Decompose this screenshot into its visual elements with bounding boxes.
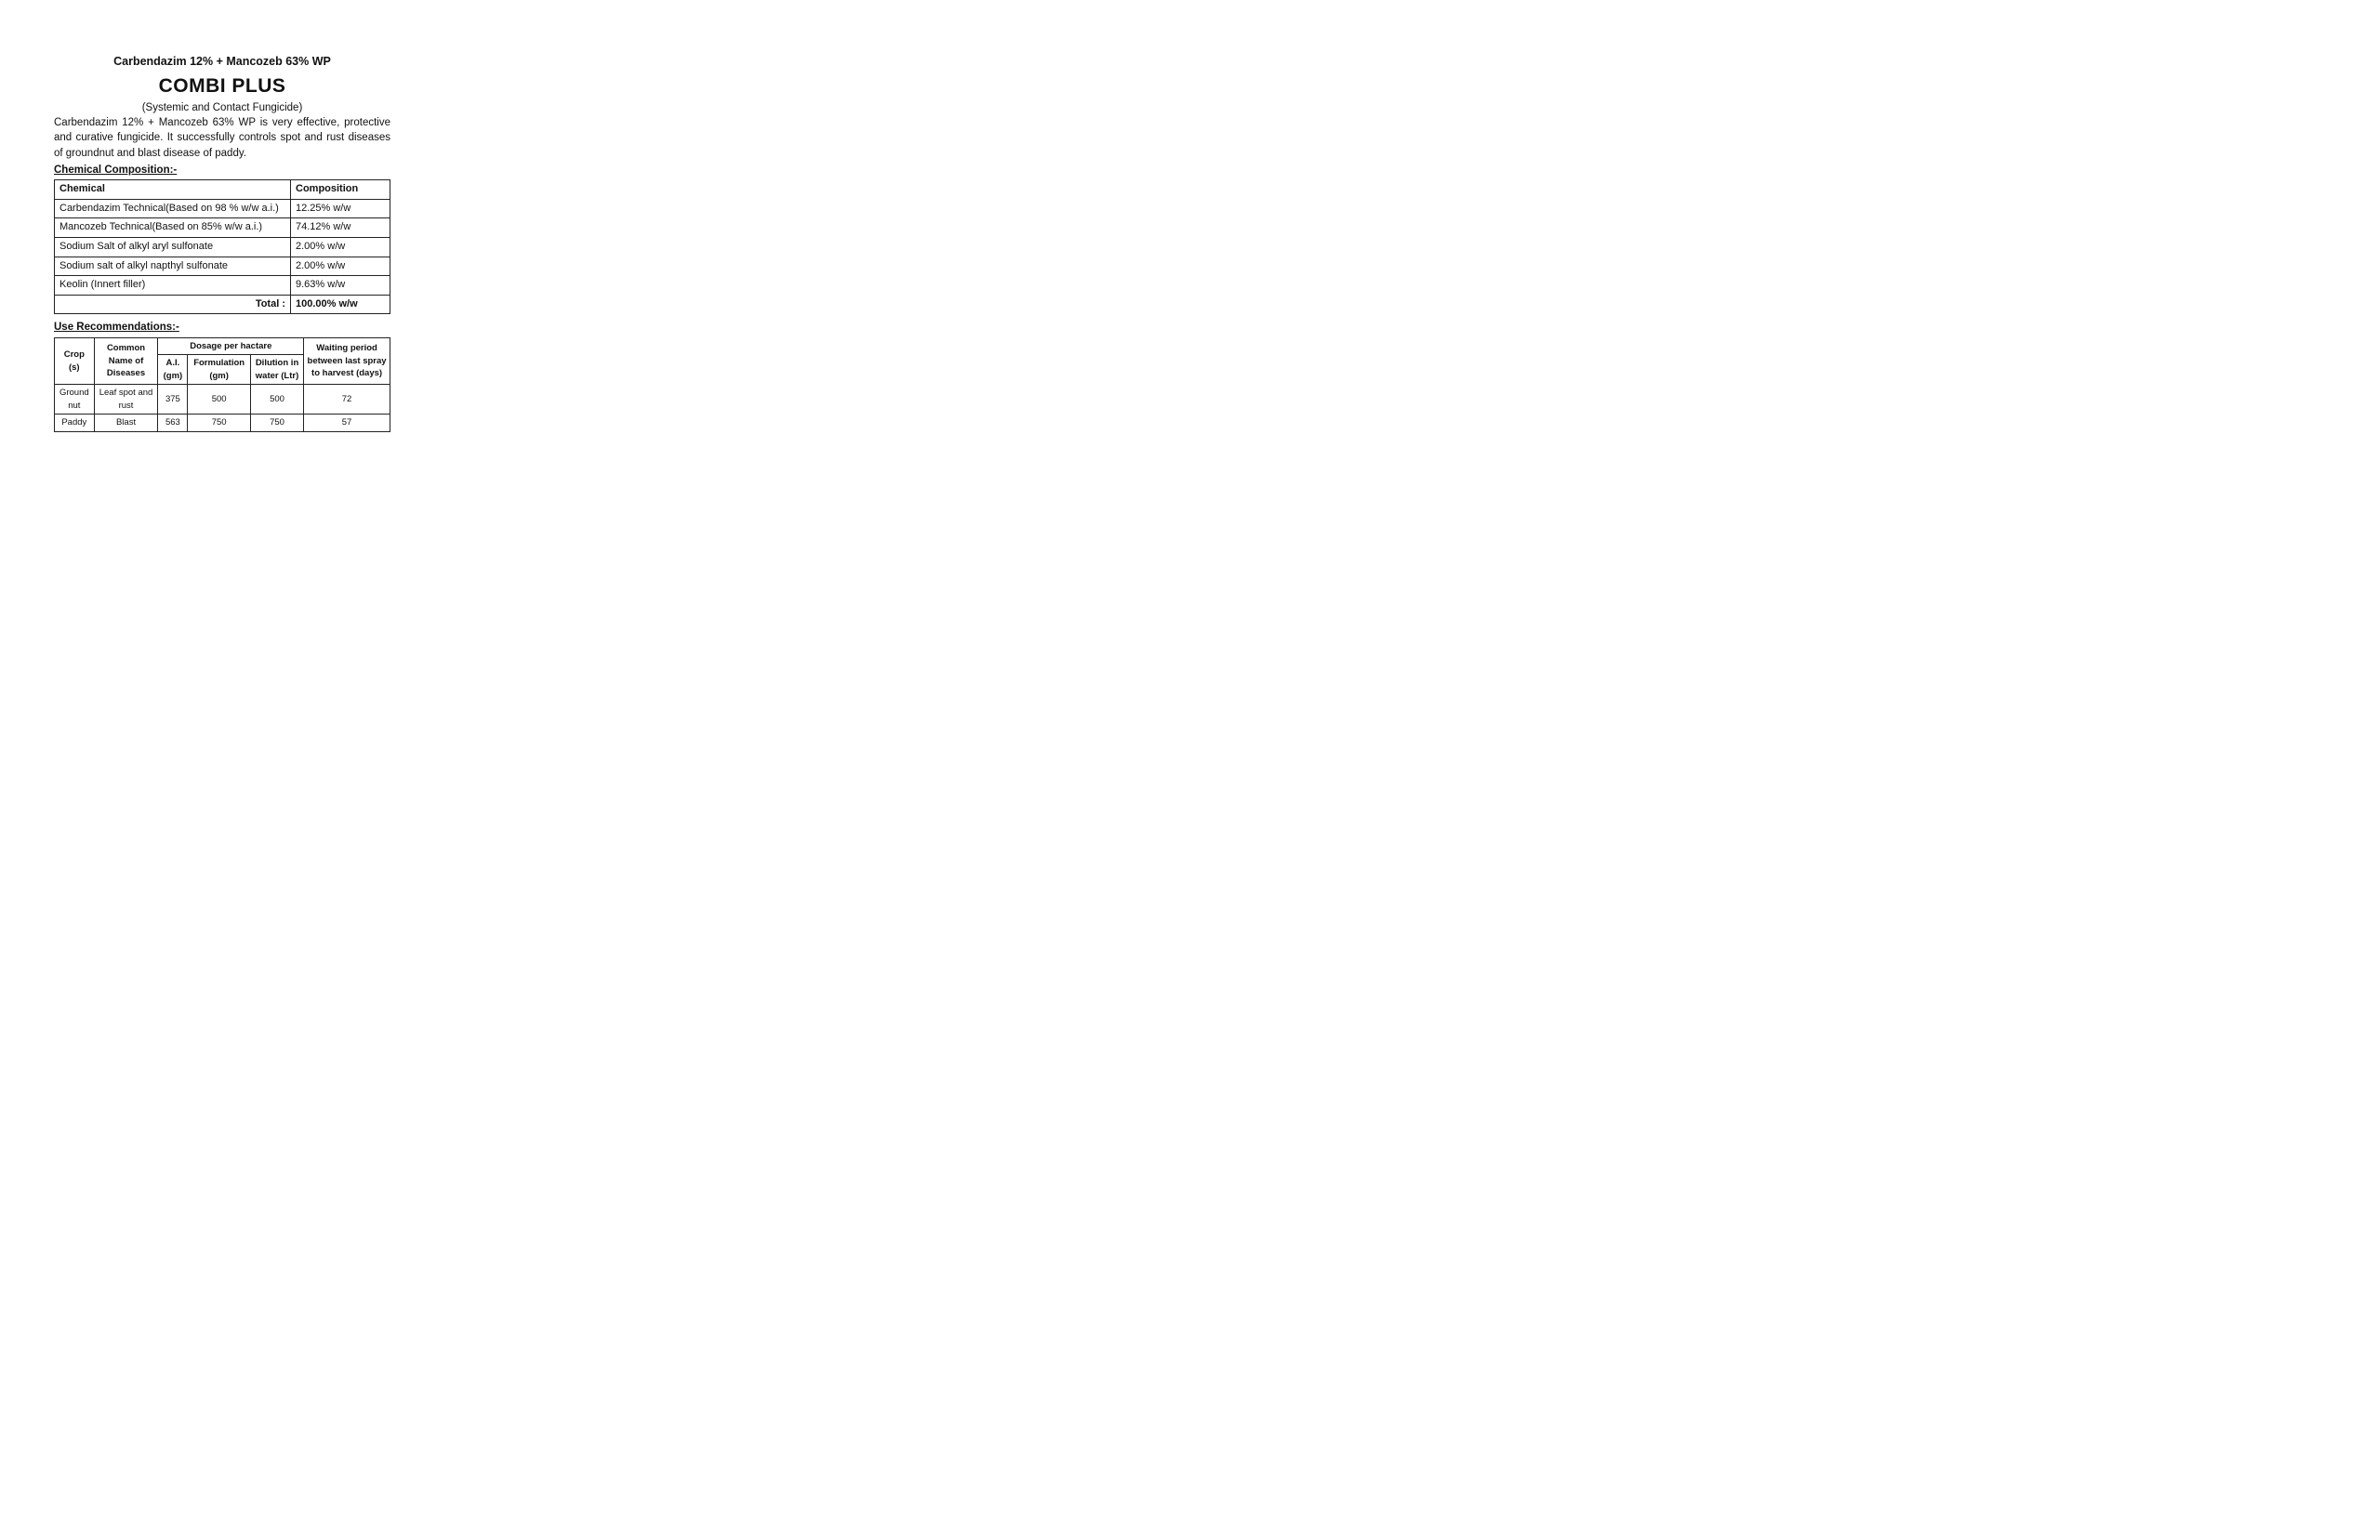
col-dosage: Dosage per hactare	[158, 337, 304, 354]
dilution: 750	[250, 415, 303, 431]
col-waiting: Waiting period between last spray to harvest (days)	[304, 337, 390, 384]
crop: Paddy	[55, 415, 95, 431]
chemical-value: 74.12% w/w	[291, 218, 390, 238]
col-ai: A.I. (gm)	[158, 355, 188, 385]
dilution: 500	[250, 385, 303, 415]
chemical-name: Sodium Salt of alkyl aryl sulfonate	[55, 238, 291, 257]
chemical-value: 2.00% w/w	[291, 238, 390, 257]
table-row	[55, 276, 390, 296]
chemical-value: 9.63% w/w	[291, 276, 390, 296]
table-row	[55, 238, 390, 257]
header-line: Carbendazim 12% + Mancozeb 63% WP	[113, 55, 331, 68]
chemical-name: Sodium salt of alkyl napthyl sulfonate	[55, 257, 291, 276]
chemical-value: 2.00% w/w	[291, 257, 390, 276]
table-row	[55, 218, 390, 238]
chemical-name: Mancozeb Technical(Based on 85% w/w a.i.)	[55, 218, 291, 238]
ai: 375	[158, 385, 188, 415]
composition-heading: Chemical Composition:-	[54, 164, 178, 176]
col-crop: Crop (s)	[55, 337, 95, 384]
col-disease: Common Name of Diseases	[94, 337, 158, 384]
recommendations-heading: Use Recommendations:-	[54, 322, 179, 334]
product-name: COMBI PLUS	[158, 74, 286, 97]
col-dilution: Dilution in water (Ltr)	[250, 355, 303, 385]
col-chemical: Chemical	[55, 180, 291, 200]
disease: Blast	[94, 415, 158, 431]
formulation: 750	[188, 415, 251, 431]
dosage-table	[54, 337, 390, 432]
table-row	[55, 385, 390, 415]
waiting: 72	[304, 385, 390, 415]
total-label: Total :	[55, 295, 291, 314]
chemical-value: 12.25% w/w	[291, 199, 390, 218]
crop: Ground nut	[55, 385, 95, 415]
total-value: 100.00% w/w	[291, 295, 390, 314]
intro: Carbendazim 12% + Mancozeb 63% WP is very effective, protective and curative fungicide. It successfully controls spot and rust diseases of groundnut and blast disease of paddy.	[54, 116, 390, 159]
chemical-name: Carbendazim Technical(Based on 98 % w/w a.i.)	[55, 199, 291, 218]
table-row	[55, 257, 390, 276]
col-composition: Composition	[291, 180, 390, 200]
chemical-name: Keolin (Innert filler)	[55, 276, 291, 296]
composition-table	[54, 179, 390, 314]
total-row	[55, 295, 390, 314]
waiting: 57	[304, 415, 390, 431]
col-formulation: Formulation (gm)	[188, 355, 251, 385]
english-column	[54, 54, 390, 432]
disease: Leaf spot and rust	[94, 385, 158, 415]
table-row	[55, 415, 390, 431]
table-row	[55, 199, 390, 218]
product-type: (Systemic and Contact Fungicide)	[141, 101, 303, 113]
ai: 563	[158, 415, 188, 431]
formulation: 500	[188, 385, 251, 415]
